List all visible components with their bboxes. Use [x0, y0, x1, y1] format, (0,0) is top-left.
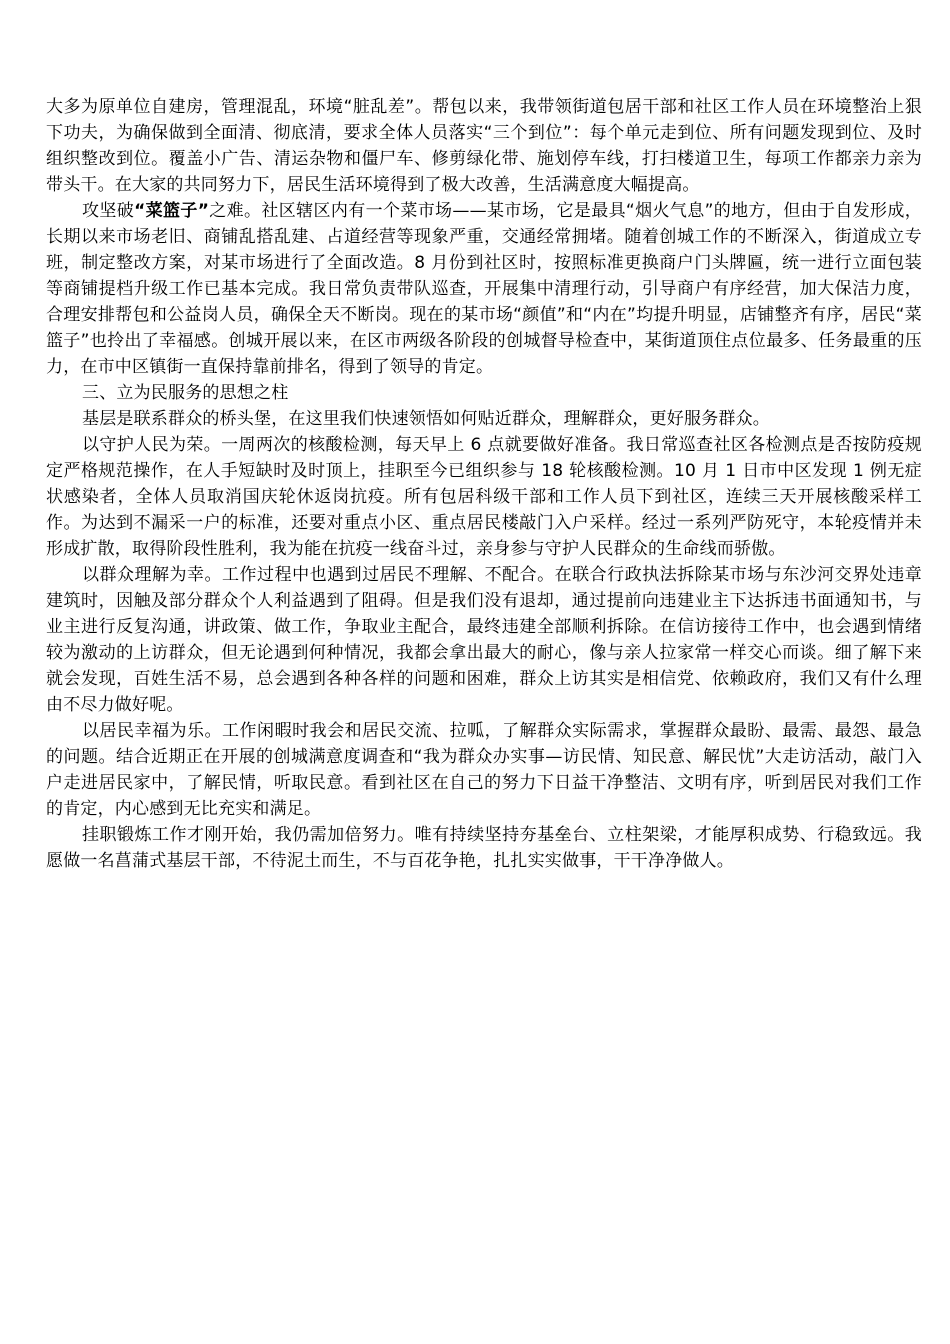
paragraph-6: [46, 718, 922, 822]
paragraph-3: [46, 406, 922, 432]
paragraph-7: [46, 822, 922, 874]
section-heading: [46, 380, 922, 406]
paragraph-text: 以居民幸福为乐。工作闲暇时我会和居民交流、拉呱，了解群众实际需求，掌握群众最盼、最需、最怨、最急的问题。结合近期正在开展的创城满意度调查和“我为群众办实事—访民情、知民意、解民忧”大走访活动，敲门入户走进居民家中，了解民情，听取民意。看到社区在自己的努力下日益干净整洁、文明有序，听到居民对我们工作的肯定，内心感到无比充实和满足。: [46, 721, 922, 819]
paragraph-text: 挂职锻炼工作才刚开始，我仍需加倍努力。唯有持续坚持夯基垒台、立柱架梁，才能厚积成势、行稳致远。我愿做一名菖蒲式基层干部，不待泥土而生，不与百花争艳，扎扎实实做事，干干净净做人。: [46, 825, 922, 871]
paragraph-text: 大多为原单位自建房，管理混乱，环境“脏乱差”。帮包以来，我带领街道包居干部和社区工作人员在环境整治上狠下功夫，为确保做到全面清、彻底清，要求全体人员落实“三个到位”：每个单元走到位、所有问题发现到位、及时组织整改到位。覆盖小广告、清运杂物和僵尸车、修剪绿化带、施划停车线，打扫楼道卫生，每项工作都亲力亲为带头干。在大家的共同努力下，居民生活环境得到了极大改善，生活满意度大幅提高。: [46, 97, 922, 195]
paragraph-text: 攻坚破: [82, 201, 135, 221]
heading-text: 三、立为民服务的思想之柱: [82, 383, 289, 403]
paragraph-text: 以守护人民为荣。一周两次的核酸检测，每天早上 6 点就要做好准备。我日常巡查社区各检测点是否按防疫规定严格规范操作，在人手短缺时及时顶上，挂职至今已组织参与 18 轮核酸检测。10 月 1 日市中区发现 1 例无症状感染者，全体人员取消国庆轮休返岗抗疫。所有包居科级干部和工作人员下到社区，连续三天开展核酸采样工作。为达到不漏采一户的标准，还要对重点小区、重点居民楼敲门入户采样。经过一系列严防死守，本轮疫情并未形成扩散，取得阶段性胜利，我为能在抗疫一线奋斗过，亲身参与守护人民群众的生命线而骄傲。: [46, 435, 922, 559]
paragraph-text: 之难。社区辖区内有一个菜市场——某市场，它是最具“烟火气息”的地方，但由于自发形成，长期以来市场老旧、商铺乱搭乱建、占道经营等现象严重，交通经常拥堵。随着创城工作的不断深入，街道成立专班，制定整改方案，对某市场进行了全面改造。8 月份到社区时，按照标准更换商户门头牌匾，统一进行立面包装等商铺提档升级工作已基本完成。我日常负责带队巡查，开展集中清理行动，引导商户有序经营，加大保洁力度，合理安排帮包和公益岗人员，确保全天不断岗。现在的某市场“颜值”和“内在”均提升明显，店铺整齐有序，居民“菜篮子”也拎出了幸福感。创城开展以来，在区市两级各阶段的创城督导检查中，某街道顶住点位最多、任务最重的压力，在市中区镇街一直保持靠前排名，得到了领导的肯定。: [46, 201, 922, 377]
document-body: [46, 94, 922, 874]
paragraph-text: 基层是联系群众的桥头堡，在这里我们快速领悟如何贴近群众，理解群众，更好服务群众。: [82, 409, 770, 429]
paragraph-5: [46, 562, 922, 718]
bold-phrase: “菜篮子”: [134, 201, 210, 221]
paragraph-2: [46, 198, 922, 380]
paragraph-1: [46, 94, 922, 198]
paragraph-4: [46, 432, 922, 562]
paragraph-text: 以群众理解为幸。工作过程中也遇到过居民不理解、不配合。在联合行政执法拆除某市场与东沙河交界处违章建筑时，因触及部分群众个人利益遇到了阻碍。但是我们没有退却，通过提前向违建业主下达拆违书面通知书，与业主进行反复沟通，讲政策、做工作，争取业主配合，最终违建全部顺利拆除。在信访接待工作中，也会遇到情绪较为激动的上访群众，但无论遇到何种情况，我都会拿出最大的耐心，像与亲人拉家常一样交心而谈。细了解下来就会发现，百姓生活不易，总会遇到各种各样的问题和困难，群众上访其实是相信党、依赖政府，我们又有什么理由不尽力做好呢。: [46, 565, 922, 715]
